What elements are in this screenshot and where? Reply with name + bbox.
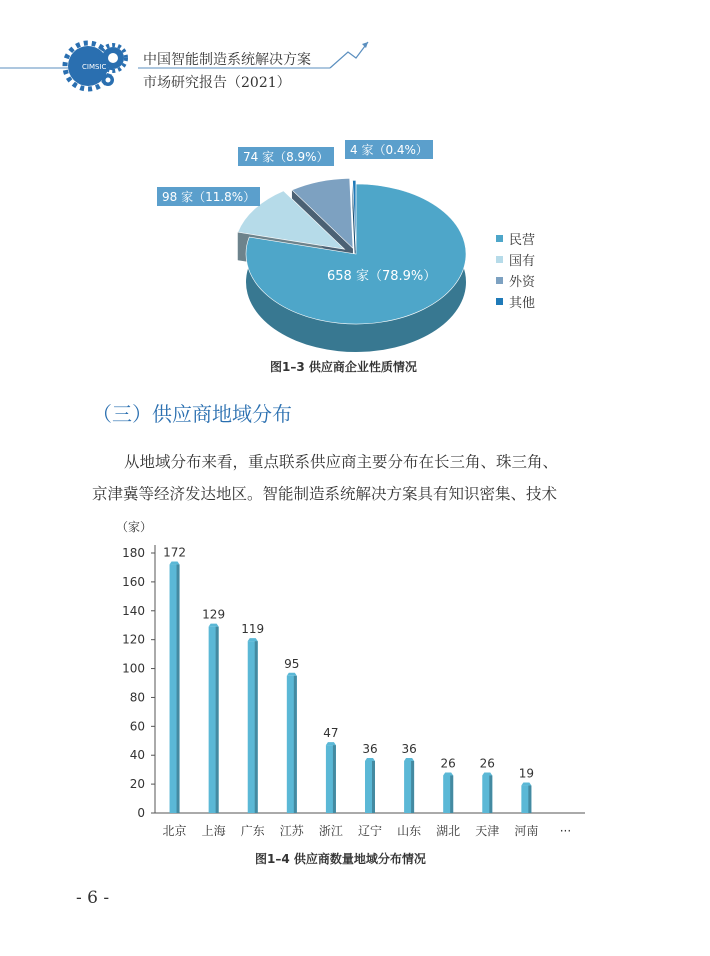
header-title-line1: 中国智能制造系统解决方案 xyxy=(143,52,311,68)
x-tick-label: 上海 xyxy=(201,824,226,838)
bar-value-label: 26 xyxy=(479,756,495,771)
y-tick-label: 160 xyxy=(122,574,145,589)
bar-shade xyxy=(372,761,375,813)
bar-shade xyxy=(216,627,219,813)
y-tick-label: 140 xyxy=(122,603,145,618)
y-tick-label: 100 xyxy=(122,661,145,676)
bar-shade xyxy=(450,775,453,813)
bar-top xyxy=(365,758,375,761)
bar-value-label: 26 xyxy=(440,756,456,771)
bar-value-label: 95 xyxy=(284,656,300,671)
pie-label-waizi: 74 家（8.9%） xyxy=(238,147,334,166)
x-tick-label: 湖北 xyxy=(436,824,461,838)
page-header xyxy=(0,0,710,100)
bar-caption: 图1–4 供应商数量地域分布情况 xyxy=(255,852,426,866)
legend-label: 其他 xyxy=(509,296,536,311)
y-tick-label: 80 xyxy=(129,690,145,705)
legend-swatch xyxy=(496,277,503,284)
bar-top xyxy=(404,758,414,761)
x-tick-label: 河南 xyxy=(514,824,539,838)
bar-value-label: 36 xyxy=(362,742,378,756)
bar-value-label: 119 xyxy=(241,622,265,637)
x-tick-label: 浙江 xyxy=(318,824,343,838)
bar-top xyxy=(248,638,258,641)
pie-chart xyxy=(150,135,490,355)
bar-top xyxy=(443,772,453,775)
pie-caption: 图1–3 供应商企业性质情况 xyxy=(270,360,417,374)
bar-shade xyxy=(411,761,414,813)
bar-top xyxy=(209,624,219,627)
bar-shade xyxy=(528,786,531,813)
legend-item-qita xyxy=(496,291,535,312)
legend-label: 外资 xyxy=(509,275,536,290)
bar-top xyxy=(326,742,336,745)
bar-value-label: 47 xyxy=(323,726,339,741)
header-title-line2: 市场研究报告（2021） xyxy=(143,75,291,91)
y-tick-label: 180 xyxy=(122,546,145,560)
x-tick-label: 山东 xyxy=(397,824,422,838)
y-tick-label: 40 xyxy=(129,748,145,763)
bar-top xyxy=(170,562,180,565)
pie-legend xyxy=(496,228,535,312)
pie-label-qita: 4 家（0.4%） xyxy=(345,140,433,159)
x-tick-label: 天津 xyxy=(475,824,500,838)
y-tick-label: 20 xyxy=(129,777,145,792)
bar-shade xyxy=(294,676,297,813)
bar-shade xyxy=(255,641,258,813)
paragraph-line1: 从地域分布来看，重点联系供应商主要分布在长三角、珠三角、 xyxy=(124,453,559,471)
legend-swatch xyxy=(496,256,503,263)
paragraph-line2: 京津冀等经济发达地区。智能制造系统解决方案具有知识密集、技术 xyxy=(92,485,558,503)
bar-value-label: 19 xyxy=(518,766,535,781)
x-tick-label: 辽宁 xyxy=(357,824,383,838)
pie-label-minying: 658 家（78.9%） xyxy=(327,269,437,284)
x-tick-label: 北京 xyxy=(162,824,187,838)
legend-item-minying xyxy=(496,228,535,249)
section-title: （三）供应商地域分布 xyxy=(92,402,292,426)
bar-shade xyxy=(177,565,180,813)
x-tick-label: 广东 xyxy=(240,824,265,838)
bar-shade xyxy=(333,745,336,813)
bar-chart xyxy=(100,515,600,845)
bar-top xyxy=(482,772,492,775)
bar-value-label: 129 xyxy=(202,607,226,622)
bar-value-label: 172 xyxy=(163,545,186,560)
legend-item-waizi xyxy=(496,270,535,291)
legend-label: 民营 xyxy=(509,233,536,248)
legend-item-guoyou xyxy=(496,249,535,270)
legend-label: 国有 xyxy=(509,254,536,269)
x-tick-label: ··· xyxy=(559,824,572,838)
pie-label-guoyou: 98 家（11.8%） xyxy=(157,187,260,206)
y-tick-label: 0 xyxy=(137,806,145,820)
bar-top xyxy=(287,673,297,676)
header-decoration xyxy=(0,0,710,100)
logo-text: CIMSIC xyxy=(82,63,107,71)
legend-swatch xyxy=(496,235,503,242)
x-tick-label: 江苏 xyxy=(279,824,304,838)
bar-value-label: 36 xyxy=(401,742,417,756)
legend-swatch xyxy=(496,298,503,305)
bar-top xyxy=(521,783,531,786)
y-axis-label: （家） xyxy=(116,520,153,534)
bar-shade xyxy=(489,775,492,813)
y-tick-label: 60 xyxy=(129,719,145,734)
page-number: - 6 - xyxy=(76,888,110,908)
y-tick-label: 120 xyxy=(122,632,145,647)
